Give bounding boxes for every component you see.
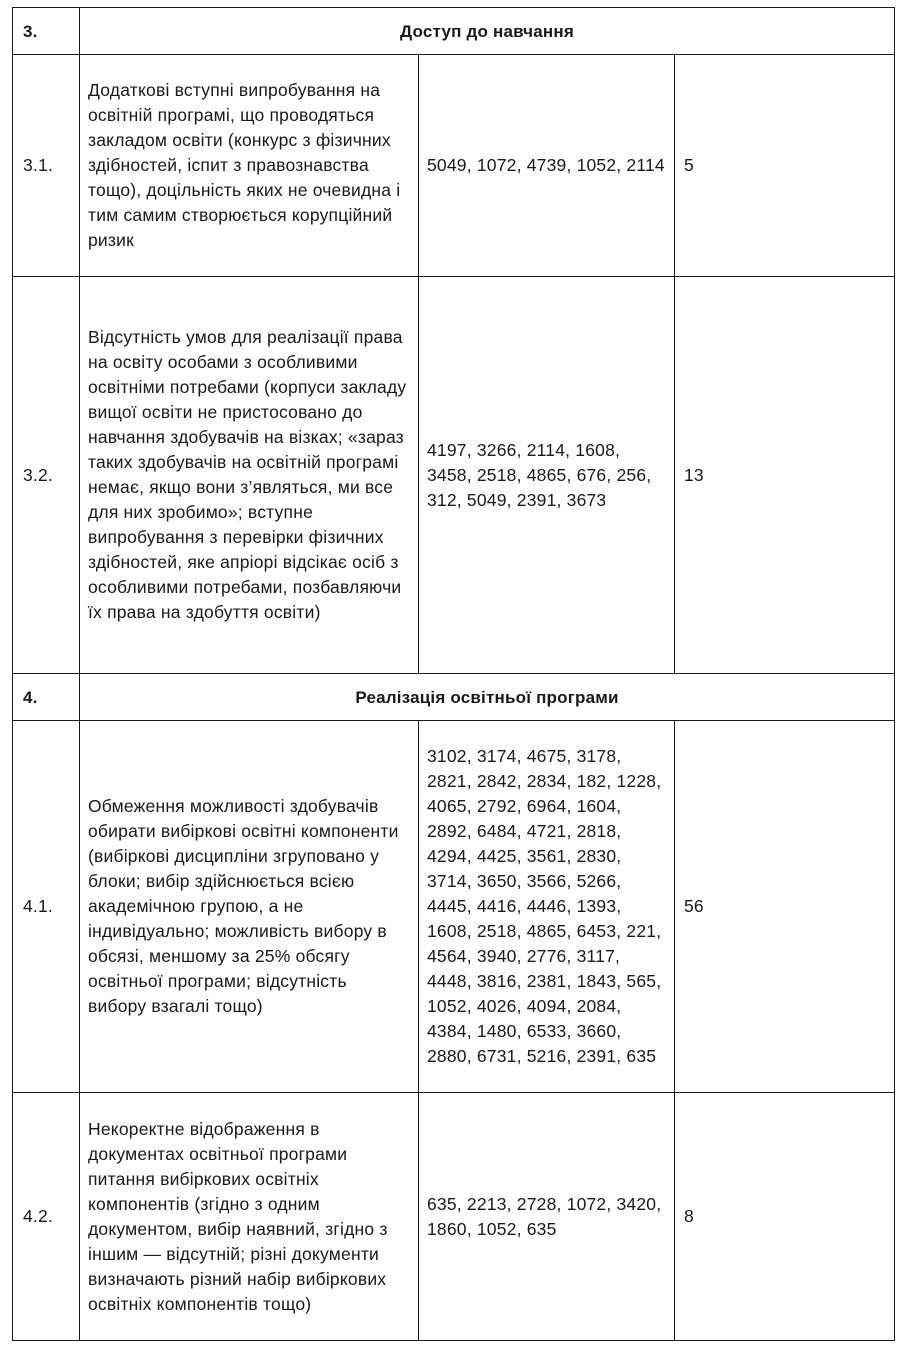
row-number: 4.2.: [13, 1093, 80, 1341]
section-title: Реалізація освітньої програми: [80, 674, 895, 721]
row-count: 8: [675, 1093, 895, 1341]
row-references: 5049, 1072, 4739, 1052, 2114: [419, 55, 675, 277]
table-row: [13, 55, 895, 277]
table-row: [13, 721, 895, 1093]
section-header-row: [13, 674, 895, 721]
row-references: 635, 2213, 2728, 1072, 3420, 1860, 1052, 635: [419, 1093, 675, 1341]
table-row: [13, 1093, 895, 1341]
table-row: [13, 277, 895, 674]
risks-table: [12, 7, 895, 1341]
row-description: Некоректне відображення в документах освітньої програми питання вибіркових освітніх компонентів (згідно з одним документом, вибір наявний, згідно з іншим — відсутній; різні документи визначають різний набір вибіркових освітніх компонентів тощо): [80, 1093, 419, 1341]
section-header-row: [13, 8, 895, 55]
row-number: 3.2.: [13, 277, 80, 674]
row-count: 5: [675, 55, 895, 277]
row-description: Додаткові вступні випробування на освітній програмі, що проводяться закладом освіти (конкурс з фізичних здібностей, іспит з правознавства тощо), доцільність яких не очевидна і тим самим створюється корупційний ризик: [80, 55, 419, 277]
row-references: 3102, 3174, 4675, 3178, 2821, 2842, 2834, 182, 1228, 4065, 2792, 6964, 1604, 2892, 6484, 4721, 2818, 4294, 4425, 3561, 2830, 3714, 3650, 3566, 5266, 4445, 4416, 4446, 1393, 1608, 2518, 4865, 6453, 221, 4564, 3940, 2776, 3117, 4448, 3816, 2381, 1843, 565, 1052, 4026, 4094, 2084, 4384, 1480, 6533, 3660, 2880, 6731, 5216, 2391, 635: [419, 721, 675, 1093]
row-number: 3.1.: [13, 55, 80, 277]
row-count: 56: [675, 721, 895, 1093]
row-number: 4.1.: [13, 721, 80, 1093]
section-number: 4.: [13, 674, 80, 721]
section-number: 3.: [13, 8, 80, 55]
row-references: 4197, 3266, 2114, 1608, 3458, 2518, 4865, 676, 256, 312, 5049, 2391, 3673: [419, 277, 675, 674]
row-count: 13: [675, 277, 895, 674]
row-description: Обмеження можливості здобувачів обирати вибіркові освітні компоненти (вибіркові дисципліни згруповано у блоки; вибір здійснюється всією академічною групою, а не індивідуально; можливість вибору в обсязі, меншому за 25% обсягу освітньої програми; відсутність вибору взагалі тощо): [80, 721, 419, 1093]
section-title: Доступ до навчання: [80, 8, 895, 55]
row-description: Відсутність умов для реалізації права на освіту особами з особливими освітніми потребами (корпуси закладу вищої освіти не пристосовано до навчання здобувачів на візках; «зараз таких здобувачів на освітній програмі немає, якщо вони з’являться, ми все для них зробимо»; вступне випробування з перевірки фізичних здібностей, яке апріорі відсікає осіб з особливими потребами, позбавляючи їх права на здобуття освіти): [80, 277, 419, 674]
